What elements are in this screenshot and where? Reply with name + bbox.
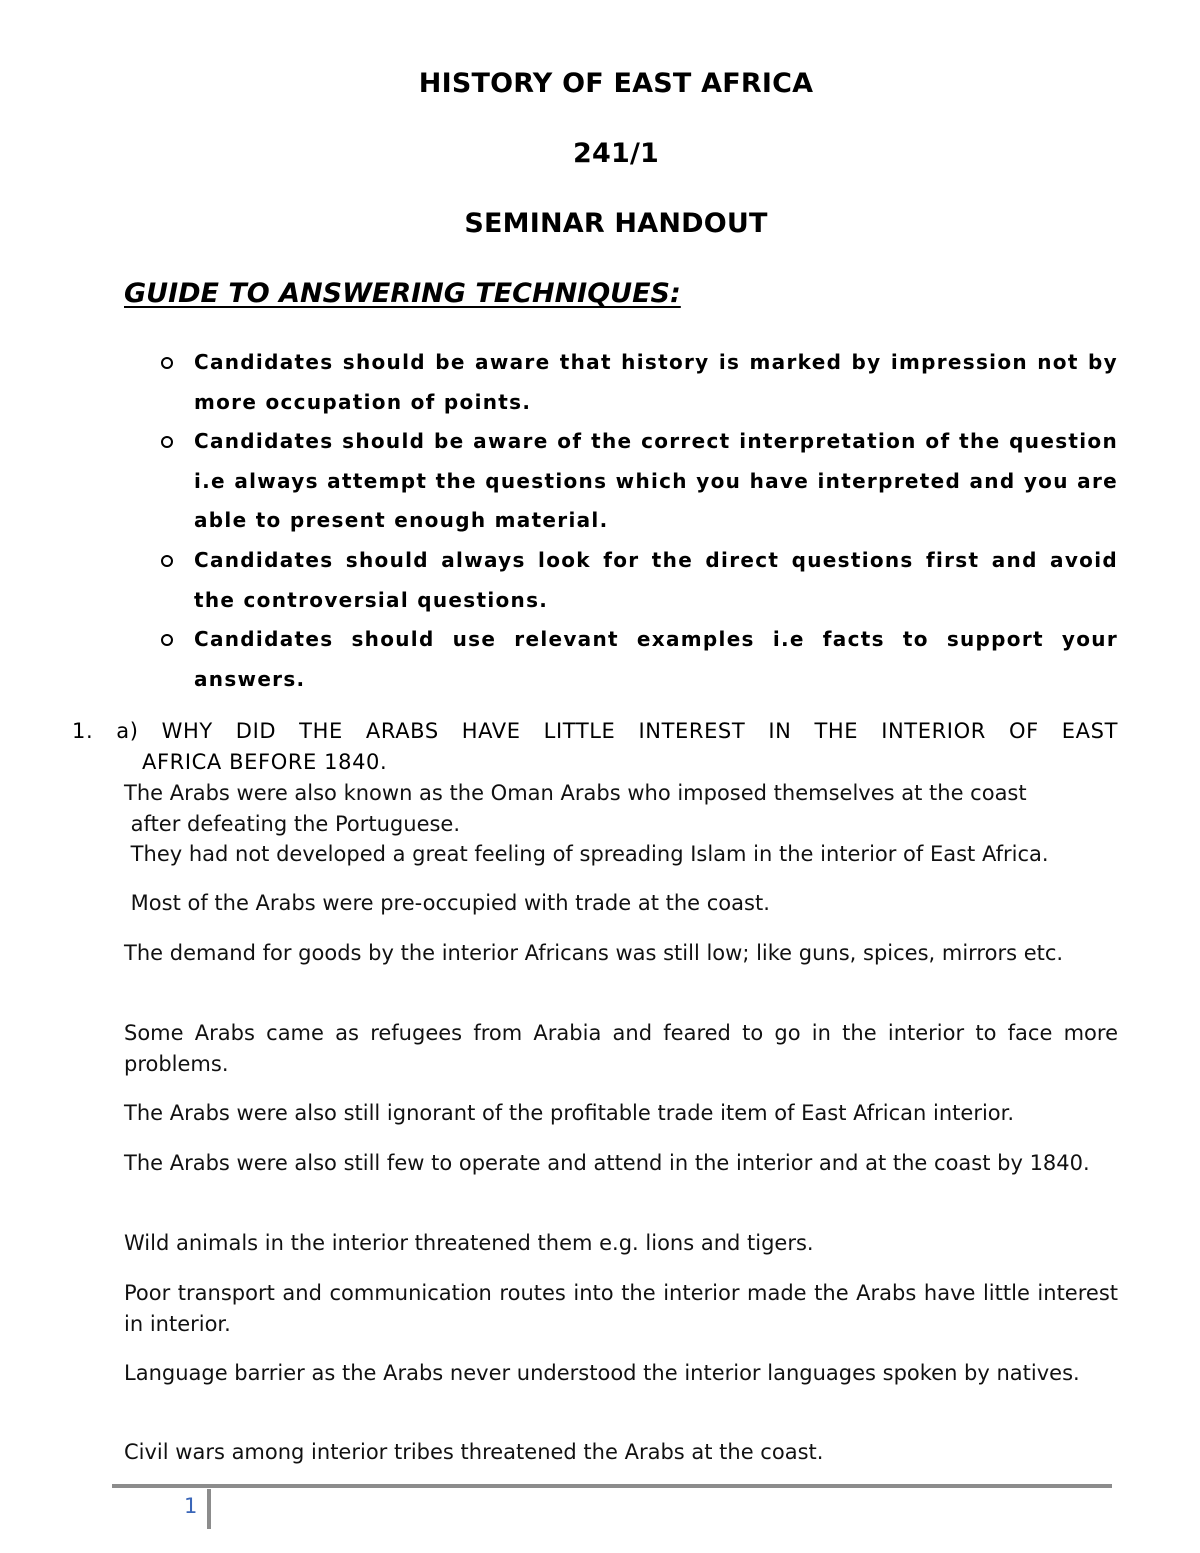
- circle-bullet-icon: [161, 357, 173, 369]
- guide-item: [158, 343, 1118, 422]
- document-title: HISTORY OF EAST AFRICA: [418, 68, 814, 99]
- answer-paragraph: Poor transport and communication routes into the interior made the Arabs have little interest in interior.: [124, 1281, 1118, 1336]
- guide-item: [158, 620, 1118, 699]
- question-heading-line1: 1. a) WHY DID THE ARABS HAVE LITTLE INTEREST IN THE INTERIOR OF EAST: [72, 719, 1118, 743]
- guide-heading: GUIDE TO ANSWERING TECHNIQUES:: [124, 278, 681, 309]
- answer-paragraph: Some Arabs came as refugees from Arabia and feared to go in the interior to face more problems.: [124, 1021, 1118, 1076]
- answer-paragraph: The demand for goods by the interior Africans was still low; like guns, spices, mirrors etc.: [124, 941, 1064, 965]
- answer-paragraph: They had not developed a great feeling of spreading Islam in the interior of East Africa.: [124, 842, 1049, 866]
- answer-paragraph: The Arabs were also known as the Oman Arabs who imposed themselves at the coast: [124, 781, 1027, 805]
- guide-item: [158, 541, 1118, 620]
- guide-item-text: Candidates should be aware that history is marked by impression not by more occupation of points.: [194, 350, 1118, 414]
- question-heading: [72, 716, 1118, 778]
- answer-paragraph: Wild animals in the interior threatened them e.g. lions and tigers.: [124, 1231, 814, 1255]
- circle-bullet-icon: [161, 436, 173, 448]
- footer-rule: [112, 1484, 1112, 1488]
- answer-paragraph: The Arabs were also still ignorant of the profitable trade item of East African interior.: [124, 1101, 1015, 1125]
- page-number: 1: [184, 1494, 198, 1518]
- answer-paragraph: Civil wars among interior tribes threatened the Arabs at the coast.: [124, 1440, 824, 1464]
- footer-divider: [207, 1489, 211, 1529]
- guide-item-text: Candidates should use relevant examples i.e facts to support your answers.: [194, 627, 1118, 691]
- circle-bullet-icon: [161, 634, 173, 646]
- answer-paragraph: Most of the Arabs were pre-occupied with trade at the coast.: [124, 891, 770, 915]
- answer-paragraph: The Arabs were also still few to operate and attend in the interior and at the coast by 1840.: [124, 1151, 1090, 1175]
- course-code: 241/1: [572, 138, 659, 169]
- answer-paragraph: after defeating the Portuguese.: [124, 812, 461, 836]
- question-heading-line2: AFRICA BEFORE 1840.: [142, 750, 388, 774]
- guide-list: [158, 343, 1118, 699]
- guide-item: [158, 422, 1118, 541]
- circle-bullet-icon: [161, 555, 173, 567]
- guide-item-text: Candidates should always look for the direct questions first and avoid the controversial questions.: [194, 547, 1118, 612]
- answer-paragraph: Language barrier as the Arabs never understood the interior languages spoken by natives.: [124, 1361, 1080, 1385]
- document-subtitle: SEMINAR HANDOUT: [464, 208, 768, 239]
- guide-item-text: Candidates should be aware of the correct interpretation of the question i.e always attempt the questions which you have interpreted and you are able to present enough material.: [194, 429, 1118, 533]
